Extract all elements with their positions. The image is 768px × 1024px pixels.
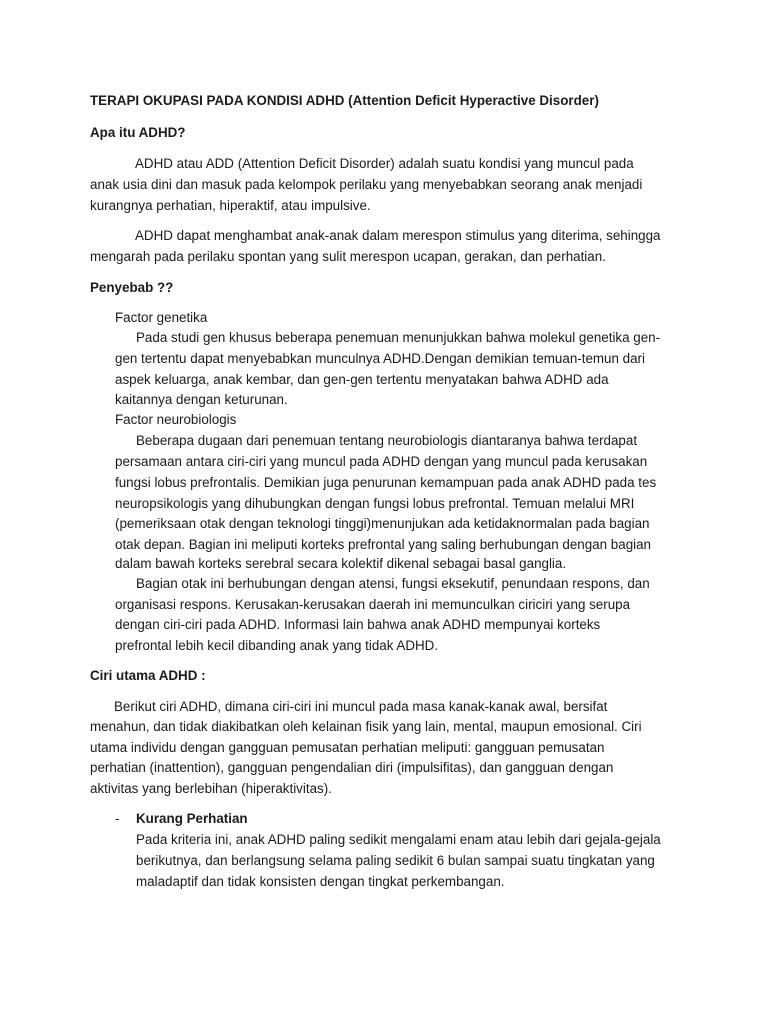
heading-apa-itu-adhd: Apa itu ADHD? — [90, 125, 186, 140]
paragraph-line: aspek keluarga, anak kembar, dan gen-gen tertentu menyatakan bahwa ADHD ada — [115, 372, 609, 387]
paragraph-line: perhatian (inattention), gangguan pengendalian diri (impulsifitas), dan gangguan dengan — [90, 760, 614, 775]
paragraph-line: Pada kriteria ini, anak ADHD paling sedikit mengalami enam atau lebih dari gejala-gejala — [136, 832, 661, 847]
paragraph-line: Bagian otak ini berhubungan dengan atensi, fungsi eksekutif, penundaan respons, dan — [136, 576, 650, 591]
paragraph-line: Berikut ciri ADHD, dimana ciri-ciri ini muncul pada masa kanak-kanak awal, bersifat — [114, 699, 608, 714]
heading-ciri-utama: Ciri utama ADHD : — [90, 668, 206, 683]
subheading-factor-neurobiologis: Factor neurobiologis — [115, 412, 237, 427]
paragraph-line: kurangnya perhatian, hiperaktif, atau impulsive. — [90, 198, 371, 213]
paragraph-line: Beberapa dugaan dari penemuan tentang neurobiologis diantaranya bahwa terdapat — [136, 433, 638, 448]
paragraph-line: ADHD atau ADD (Attention Deficit Disorder) adalah suatu kondisi yang muncul pada — [135, 156, 634, 171]
paragraph-line: maladaptif dan tidak konsisten dengan tingkat perkembangan. — [136, 874, 505, 889]
paragraph-line: dalam bawah korteks serebral secara kolektif dikenal sebagai basal ganglia. — [115, 556, 567, 571]
paragraph-line: Pada studi gen khusus beberapa penemuan menunjukkan bahwa molekul genetika gen- — [136, 330, 661, 345]
document-title: TERAPI OKUPASI PADA KONDISI ADHD (Attention Deficit Hyperactive Disorder) — [90, 93, 599, 108]
paragraph-line: neuropsikologis yang dihubungkan dengan fungsi lobus prefrontal. Temuan melalui MRI — [115, 496, 635, 511]
paragraph-line: utama individu dengan gangguan pemusatan perhatian meliputi: gangguan pemusatan — [90, 740, 605, 755]
paragraph-line: fungsi lobus prefrontalis. Demikian juga penurunan kemampuan pada anak ADHD pada tes — [115, 475, 657, 490]
paragraph-line: persamaan antara ciri-ciri yang muncul pada ADHD dengan yang muncul pada kerusakan — [115, 454, 648, 469]
paragraph-line: anak usia dini dan masuk pada kelompok perilaku yang menyebabkan seorang anak menjadi — [90, 177, 643, 192]
subheading-factor-genetika: Factor genetika — [115, 310, 208, 325]
heading-penyebab: Penyebab ?? — [90, 280, 174, 295]
bullet-title-kurang-perhatian: Kurang Perhatian — [136, 811, 248, 826]
paragraph-line: kaitannya dengan keturunan. — [115, 392, 288, 407]
paragraph-line: aktivitas yang berlebihan (hiperaktivitas). — [90, 781, 332, 796]
paragraph-line: organisasi respons. Kerusakan-kerusakan daerah ini memunculkan ciriciri yang serupa — [115, 597, 631, 612]
paragraph-line: prefrontal lebih kecil dibanding anak yang tidak ADHD. — [115, 638, 439, 653]
bullet-marker: - — [115, 811, 120, 826]
paragraph-line: mengarah pada perilaku spontan yang sulit merespon ucapan, gerakan, dan perhatian. — [90, 249, 606, 264]
paragraph-line: menahun, dan tidak diakibatkan oleh kelainan fisik yang lain, mental, maupun emosional. Ciri — [90, 719, 642, 734]
paragraph-line: ADHD dapat menghambat anak-anak dalam merespon stimulus yang diterima, sehingga — [135, 228, 661, 243]
paragraph-line: gen tertentu dapat menyebabkan munculnya ADHD.Dengan demikian temuan-temun dari — [115, 351, 645, 366]
paragraph-line: dengan ciri-ciri pada ADHD. Informasi lain bahwa anak ADHD mempunyai korteks — [115, 617, 601, 632]
paragraph-line: otak depan. Bagian ini meliputi korteks prefrontal yang saling berhubungan dengan bagian — [115, 537, 652, 552]
paragraph-line: berikutnya, dan berlangsung selama paling sedikit 6 bulan sampai suatu tingkatan yang — [136, 853, 655, 868]
paragraph-line: (pemeriksaan otak dengan teknologi tinggi)menunjukan ada ketidaknormalan pada bagian — [115, 516, 650, 531]
